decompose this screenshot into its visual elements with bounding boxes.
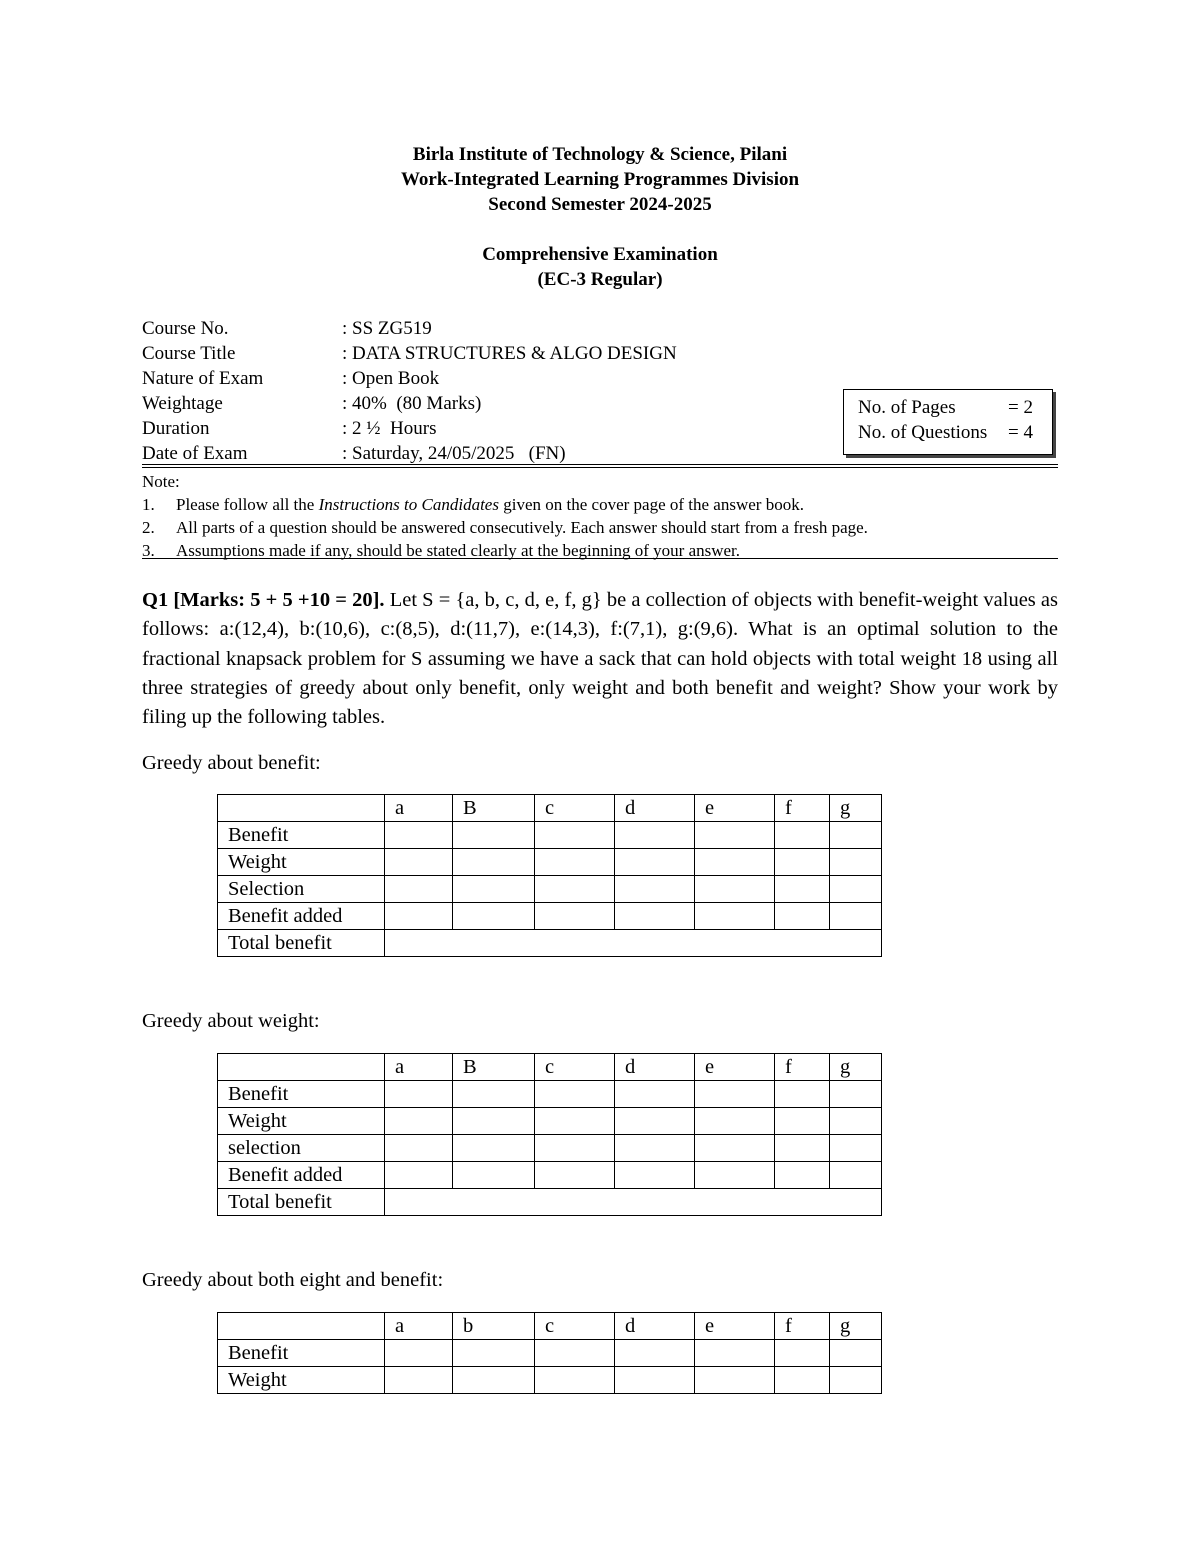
table-cell bbox=[615, 849, 695, 876]
table-cell bbox=[775, 1367, 830, 1394]
table-cell bbox=[535, 822, 615, 849]
table-cell bbox=[830, 822, 882, 849]
table-cell bbox=[695, 1162, 775, 1189]
table-cell bbox=[775, 1162, 830, 1189]
row-label: Benefit added bbox=[218, 1162, 385, 1189]
table-cell bbox=[830, 903, 882, 930]
table-cell bbox=[830, 1162, 882, 1189]
table-3-title: Greedy about both eight and benefit: bbox=[142, 1269, 444, 1291]
greedy-weight-table bbox=[217, 1053, 882, 1216]
table-cell bbox=[453, 903, 535, 930]
table-row bbox=[218, 849, 882, 876]
meta-value: : Open Book bbox=[342, 368, 440, 389]
table-cell bbox=[615, 822, 695, 849]
column-header: c bbox=[535, 795, 615, 822]
institute-name: Birla Institute of Technology & Science, Pilani bbox=[412, 144, 788, 165]
table-cell bbox=[218, 1313, 385, 1340]
column-header: d bbox=[615, 1313, 695, 1340]
column-header: g bbox=[830, 1313, 882, 1340]
table-cell bbox=[385, 876, 453, 903]
table-cell bbox=[385, 1340, 453, 1367]
meta-value: : 40% (80 Marks) bbox=[342, 393, 482, 414]
row-label: Benefit added bbox=[218, 903, 385, 930]
column-header: c bbox=[535, 1313, 615, 1340]
meta-value: : SS ZG519 bbox=[342, 318, 432, 339]
notes-divider bbox=[142, 558, 1058, 559]
row-label: Weight bbox=[218, 849, 385, 876]
row-label: Weight bbox=[218, 1367, 385, 1394]
meta-label: Course No. bbox=[142, 318, 229, 339]
greedy-benefit-table bbox=[217, 794, 882, 957]
column-header: c bbox=[535, 1054, 615, 1081]
column-header: f bbox=[775, 1054, 830, 1081]
column-header: d bbox=[615, 1054, 695, 1081]
question-1-text: Let S = {a, b, c, d, e, f, g} be a collection of objects with benefit-weight values as follows: a:(12,4), b:(10,6), c:(8,5), d:(11,7), e:(14,3), f:(7,1), g:(9,6). What is an optimal solution to the fractional knapsack problem for S assuming we have a sack that can hold objects with total weight 18 using all three strategies of greedy about only benefit, only weight and both benefit and weight? Show your work by filing up the following tables. bbox=[142, 589, 1059, 729]
table-cell bbox=[385, 1108, 453, 1135]
table-cell bbox=[535, 876, 615, 903]
column-header: B bbox=[453, 795, 535, 822]
row-label: Selection bbox=[218, 876, 385, 903]
table-cell bbox=[695, 1367, 775, 1394]
table-cell bbox=[385, 1081, 453, 1108]
table-cell bbox=[775, 903, 830, 930]
note-item: 1. Please follow all the Instructions to Candidates given on the cover page of the answer book. bbox=[142, 495, 804, 514]
column-header: a bbox=[385, 1054, 453, 1081]
table-cell bbox=[615, 903, 695, 930]
row-label: Weight bbox=[218, 1108, 385, 1135]
row-label: Benefit bbox=[218, 1081, 385, 1108]
questions-label: No. of Questions bbox=[858, 422, 988, 443]
table-header-row bbox=[218, 1313, 882, 1340]
meta-value: : Saturday, 24/05/2025 (FN) bbox=[342, 443, 566, 464]
course-no-row bbox=[142, 316, 677, 341]
column-header: e bbox=[695, 795, 775, 822]
weightage-row bbox=[142, 391, 677, 416]
table-2-title: Greedy about weight: bbox=[142, 1010, 320, 1032]
table-row bbox=[218, 1108, 882, 1135]
table-cell bbox=[830, 1081, 882, 1108]
table-cell bbox=[695, 822, 775, 849]
meta-label: Weightage bbox=[142, 393, 223, 414]
greedy-both-table bbox=[217, 1312, 882, 1394]
row-label: Benefit bbox=[218, 822, 385, 849]
table-cell bbox=[385, 1189, 882, 1216]
table-cell bbox=[830, 1108, 882, 1135]
table-cell bbox=[385, 1135, 453, 1162]
table-cell bbox=[453, 1108, 535, 1135]
table-row bbox=[218, 903, 882, 930]
column-header: f bbox=[775, 1313, 830, 1340]
duration-row bbox=[142, 416, 677, 441]
exam-component: (EC-3 Regular) bbox=[537, 269, 663, 290]
table-cell bbox=[775, 1135, 830, 1162]
table-cell bbox=[695, 903, 775, 930]
meta-label: Duration bbox=[142, 418, 210, 439]
column-header: e bbox=[695, 1054, 775, 1081]
table-cell bbox=[453, 876, 535, 903]
table-cell bbox=[695, 1081, 775, 1108]
table-header-row bbox=[218, 795, 882, 822]
division-name: Work-Integrated Learning Programmes Division bbox=[400, 169, 800, 190]
table-cell bbox=[775, 1108, 830, 1135]
table-cell bbox=[695, 1135, 775, 1162]
table-cell bbox=[453, 1081, 535, 1108]
table-cell bbox=[615, 1108, 695, 1135]
date-of-exam-row bbox=[142, 441, 677, 466]
exam-title: Comprehensive Examination bbox=[482, 244, 718, 265]
table-cell bbox=[453, 822, 535, 849]
table-cell bbox=[218, 1054, 385, 1081]
table-cell bbox=[775, 849, 830, 876]
row-label: Total benefit bbox=[218, 930, 385, 957]
table-cell bbox=[695, 849, 775, 876]
course-details bbox=[142, 316, 677, 466]
column-header: g bbox=[830, 1054, 882, 1081]
table-cell bbox=[775, 1081, 830, 1108]
table-row bbox=[218, 1135, 882, 1162]
row-label: Benefit bbox=[218, 1340, 385, 1367]
table-row bbox=[218, 1081, 882, 1108]
total-row bbox=[218, 930, 882, 957]
table-cell bbox=[535, 1135, 615, 1162]
table-cell bbox=[775, 1340, 830, 1367]
table-cell bbox=[535, 849, 615, 876]
column-header: g bbox=[830, 795, 882, 822]
column-header: e bbox=[695, 1313, 775, 1340]
table-cell bbox=[775, 876, 830, 903]
question-1 bbox=[142, 586, 1058, 732]
course-title-row bbox=[142, 341, 677, 366]
meta-value: : DATA STRUCTURES & ALGO DESIGN bbox=[342, 343, 677, 364]
pages-questions-box bbox=[843, 389, 1053, 455]
table-cell bbox=[385, 849, 453, 876]
table-cell bbox=[615, 876, 695, 903]
table-cell bbox=[385, 930, 882, 957]
table-cell bbox=[535, 1162, 615, 1189]
column-header: b bbox=[453, 1313, 535, 1340]
table-cell bbox=[535, 1108, 615, 1135]
table-cell bbox=[535, 903, 615, 930]
table-cell bbox=[695, 1108, 775, 1135]
table-cell bbox=[535, 1340, 615, 1367]
table-cell bbox=[830, 876, 882, 903]
table-cell bbox=[830, 849, 882, 876]
nature-of-exam-row bbox=[142, 366, 677, 391]
column-header: f bbox=[775, 795, 830, 822]
notes-title: Note: bbox=[142, 472, 180, 491]
table-cell bbox=[695, 1340, 775, 1367]
table-cell bbox=[453, 1340, 535, 1367]
table-1-title: Greedy about benefit: bbox=[142, 752, 321, 774]
meta-label: Date of Exam bbox=[142, 443, 248, 464]
table-cell bbox=[775, 822, 830, 849]
header-divider bbox=[142, 464, 1058, 468]
semester: Second Semester 2024-2025 bbox=[488, 194, 712, 215]
table-cell bbox=[695, 876, 775, 903]
table-row bbox=[218, 1162, 882, 1189]
row-label: Total benefit bbox=[218, 1189, 385, 1216]
table-cell bbox=[830, 1340, 882, 1367]
table-cell bbox=[535, 1081, 615, 1108]
column-header: a bbox=[385, 795, 453, 822]
row-label: selection bbox=[218, 1135, 385, 1162]
column-header: a bbox=[385, 1313, 453, 1340]
table-cell bbox=[453, 849, 535, 876]
column-header: B bbox=[453, 1054, 535, 1081]
note-item: 3. Assumptions made if any, should be stated clearly at the beginning of your answer. bbox=[142, 541, 741, 560]
table-cell bbox=[385, 1367, 453, 1394]
table-cell bbox=[218, 795, 385, 822]
table-cell bbox=[830, 1135, 882, 1162]
table-cell bbox=[385, 903, 453, 930]
table-row bbox=[218, 1340, 882, 1367]
pages-label: No. of Pages bbox=[858, 397, 956, 418]
total-row bbox=[218, 1189, 882, 1216]
table-cell bbox=[615, 1367, 695, 1394]
table-cell bbox=[615, 1081, 695, 1108]
table-cell bbox=[535, 1367, 615, 1394]
table-cell bbox=[615, 1340, 695, 1367]
table-cell bbox=[615, 1135, 695, 1162]
table-cell bbox=[830, 1367, 882, 1394]
note-item: 2. All parts of a question should be answered consecutively. Each answer should start from a fresh page. bbox=[142, 518, 868, 537]
table-cell bbox=[453, 1162, 535, 1189]
table-cell bbox=[453, 1135, 535, 1162]
column-header: d bbox=[615, 795, 695, 822]
table-row bbox=[218, 876, 882, 903]
exam-header bbox=[0, 142, 1200, 292]
table-cell bbox=[385, 1162, 453, 1189]
table-cell bbox=[453, 1367, 535, 1394]
notes-section bbox=[142, 470, 1058, 562]
meta-value: : 2 ½ Hours bbox=[342, 418, 437, 439]
meta-label: Nature of Exam bbox=[142, 368, 264, 389]
table-cell bbox=[615, 1162, 695, 1189]
table-row bbox=[218, 822, 882, 849]
meta-label: Course Title bbox=[142, 343, 236, 364]
pages-value: = 2 bbox=[1008, 397, 1033, 418]
question-1-marks: Q1 [Marks: 5 + 5 +10 = 20]. bbox=[142, 589, 385, 611]
instructions-emphasis: Instructions to Candidates bbox=[318, 495, 499, 514]
table-header-row bbox=[218, 1054, 882, 1081]
questions-value: = 4 bbox=[1008, 422, 1033, 443]
table-cell bbox=[385, 822, 453, 849]
table-row bbox=[218, 1367, 882, 1394]
